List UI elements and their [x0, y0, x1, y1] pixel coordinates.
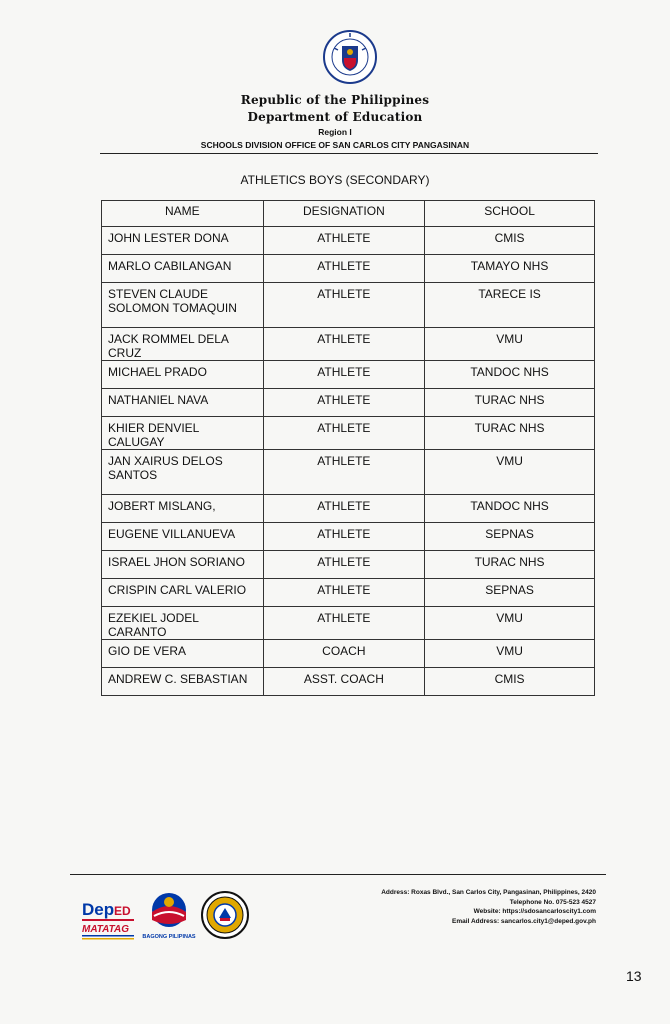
cell-name: MARLO CABILANGAN [102, 255, 264, 283]
cell-designation: ATHLETE [263, 361, 425, 389]
cell-name: ISRAEL JHON SORIANO [102, 551, 264, 579]
column-header-designation: DESIGNATION [263, 201, 425, 227]
cell-name: KHIER DENVIEL CALUGAY [102, 417, 264, 450]
cell-designation: ATHLETE [263, 389, 425, 417]
table-header-row [102, 201, 595, 227]
header-republic: Republic of the Philippines [240, 93, 430, 107]
column-header-school: SCHOOL [425, 201, 595, 227]
cell-name: JOHN LESTER DONA [102, 227, 264, 255]
cell-designation: ATHLETE [263, 551, 425, 579]
cell-designation: ATHLETE [263, 255, 425, 283]
cell-name: NATHANIEL NAVA [102, 389, 264, 417]
table-row [102, 389, 595, 417]
cell-school: TARECE IS [425, 283, 595, 328]
cell-name: CRISPIN CARL VALERIO [102, 579, 264, 607]
cell-designation: ATHLETE [263, 523, 425, 551]
table-row [102, 227, 595, 255]
header-department: Department of Education [247, 110, 423, 124]
svg-text:BAGONG PILIPINAS: BAGONG PILIPINAS [142, 934, 196, 940]
table-row [102, 523, 595, 551]
cell-designation: ASST. COACH [263, 668, 425, 696]
table-row [102, 450, 595, 495]
roster-table [101, 200, 595, 696]
table-row [102, 417, 595, 450]
table-row [102, 640, 595, 668]
deped-seal-logo [322, 28, 378, 88]
footer-website: Website: https://sdosancarloscity1.com [473, 908, 596, 915]
cell-school: CMIS [425, 668, 595, 696]
table-row [102, 551, 595, 579]
cell-name: JAN XAIRUS DELOS SANTOS [102, 450, 264, 495]
footer-divider [70, 874, 606, 875]
deped-matatag-logo [80, 893, 136, 943]
cell-name: STEVEN CLAUDE SOLOMON TOMAQUIN [102, 283, 264, 328]
footer-email: Email Address: sancarlos.city1@deped.gov.ph [452, 917, 596, 925]
cell-designation: ATHLETE [263, 579, 425, 607]
cell-designation: ATHLETE [263, 607, 425, 640]
footer-address: Address: Roxas Blvd., San Carlos City, Pangasinan, Philippines, 2420 [381, 889, 596, 896]
cell-school: CMIS [425, 227, 595, 255]
cell-school: TURAC NHS [425, 417, 595, 450]
cell-name: EZEKIEL JODEL CARANTO [102, 607, 264, 640]
cell-designation: ATHLETE [263, 227, 425, 255]
header-division-office: SCHOOLS DIVISION OFFICE OF SAN CARLOS CITY PANGASINAN [200, 140, 470, 150]
cell-designation: COACH [263, 640, 425, 668]
cell-designation: ATHLETE [263, 283, 425, 328]
column-header-name: NAME [102, 201, 264, 227]
page-number: 13 [626, 968, 642, 984]
cell-school: VMU [425, 640, 595, 668]
table-row [102, 495, 595, 523]
bagong-pilipinas-logo [142, 890, 196, 942]
footer-contact-block [381, 888, 596, 926]
svg-text:Dep: Dep [82, 900, 115, 919]
cell-school: SEPNAS [425, 523, 595, 551]
table-row [102, 255, 595, 283]
table-row [102, 361, 595, 389]
header-divider [100, 153, 598, 154]
table-row [102, 668, 595, 696]
cell-name: JACK ROMMEL DELA CRUZ [102, 328, 264, 361]
table-row [102, 579, 595, 607]
header-region: Region I [318, 127, 352, 137]
cell-name: JOBERT MISLANG, [102, 495, 264, 523]
cell-school: VMU [425, 328, 595, 361]
cell-name: EUGENE VILLANUEVA [102, 523, 264, 551]
svg-text:ED: ED [114, 904, 131, 918]
cell-school: TANDOC NHS [425, 361, 595, 389]
sdo-seal-logo [200, 890, 250, 940]
document-title: ATHLETICS BOYS (SECONDARY) [240, 173, 430, 187]
cell-name: GIO DE VERA [102, 640, 264, 668]
table-row [102, 283, 595, 328]
cell-school: VMU [425, 450, 595, 495]
cell-designation: ATHLETE [263, 328, 425, 361]
cell-school: TURAC NHS [425, 551, 595, 579]
table-row [102, 328, 595, 361]
cell-school: SEPNAS [425, 579, 595, 607]
cell-name: MICHAEL PRADO [102, 361, 264, 389]
cell-school: TURAC NHS [425, 389, 595, 417]
cell-designation: ATHLETE [263, 450, 425, 495]
cell-name: ANDREW C. SEBASTIAN [102, 668, 264, 696]
table-row [102, 607, 595, 640]
cell-school: TANDOC NHS [425, 495, 595, 523]
cell-designation: ATHLETE [263, 495, 425, 523]
svg-text:MATATAG: MATATAG [82, 924, 130, 935]
cell-school: VMU [425, 607, 595, 640]
footer-telephone: Telephone No. 075-523 4527 [509, 898, 596, 906]
cell-school: TAMAYO NHS [425, 255, 595, 283]
cell-designation: ATHLETE [263, 417, 425, 450]
